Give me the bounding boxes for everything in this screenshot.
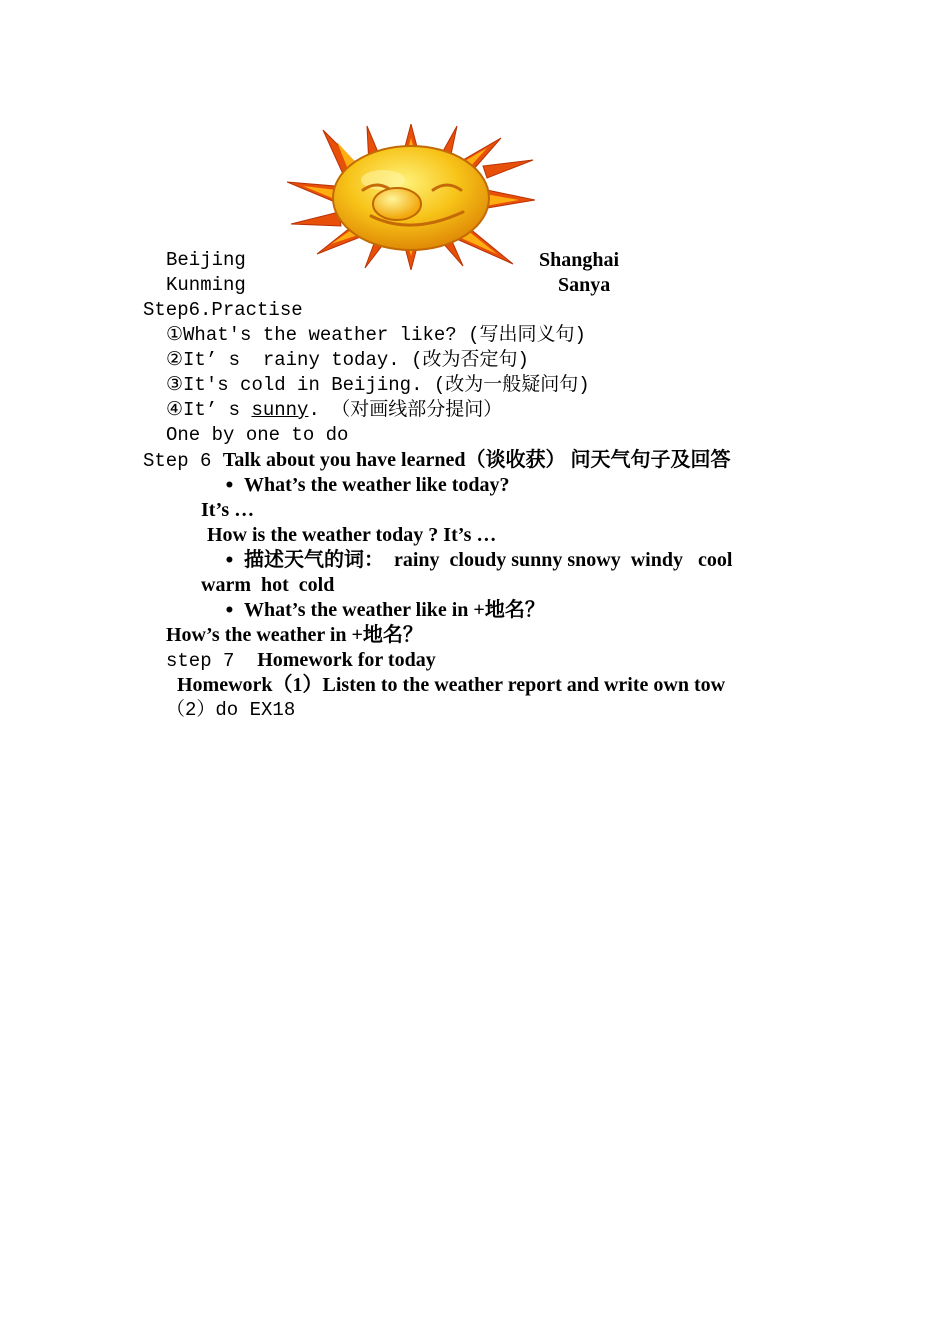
practise-item-4-underlined-word: sunny [251,399,309,421]
city-beijing: Beijing [166,249,246,271]
homework-item-2: （2）do EX18 [166,699,296,721]
talk-how-is-line: How is the weather today ? It’s … [207,524,497,546]
talk-bullet-1 [224,473,510,498]
city-sanya: Sanya [558,274,611,296]
bullet-icon: • [224,551,235,571]
talk-bullet-2-text: 描述天气的词： rainy cloudy sunny snowy windy cool [244,549,733,571]
practise-item-2: ②It’ s rainy today. (改为否定句) [166,349,529,371]
bullet-icon: • [224,476,235,496]
city-shanghai: Shanghai [539,249,620,271]
practise-item-3: ③It's cold in Beijing. (改为一般疑问句) [166,374,590,396]
talk-bullet-1-text: What’s the weather like today? [244,474,510,496]
talk-bullet-2 [224,548,732,573]
one-by-one-instruction: One by one to do [166,424,349,446]
talk-bullet-3 [224,598,545,623]
step7-prefix: step 7 [166,650,258,672]
city-kunming: Kunming [166,274,246,296]
bullet-icon: • [224,601,235,621]
practise-item-1: ①What's the weather like? (写出同义句) [166,324,586,346]
practise-item-4 [166,398,502,423]
step6-talk-heading [143,448,730,473]
step6-practise-heading: Step6.Practise [143,299,303,321]
step7-title: Homework for today [257,649,436,671]
talk-bullet-2-continued: warm hot cold [201,574,335,596]
step7-heading [166,648,436,673]
talk-its-answer: It’s … [201,499,255,521]
sun-icon [287,124,535,270]
step6-talk-prefix: Step 6 [143,450,223,472]
step6-talk-title: Talk about you have learned（谈收获） 问天气句子及回答 [222,449,731,471]
practise-item-4-suffix: . （对画线部分提问） [308,399,503,421]
homework-item-1: Homework（1）Listen to the weather report and write own tow [177,674,726,696]
talk-hows-line: How’s the weather in +地名？ [166,624,423,646]
practise-item-4-prefix: ④It’ s [166,399,252,421]
talk-bullet-3-text: What’s the weather like in +地名？ [244,599,545,621]
